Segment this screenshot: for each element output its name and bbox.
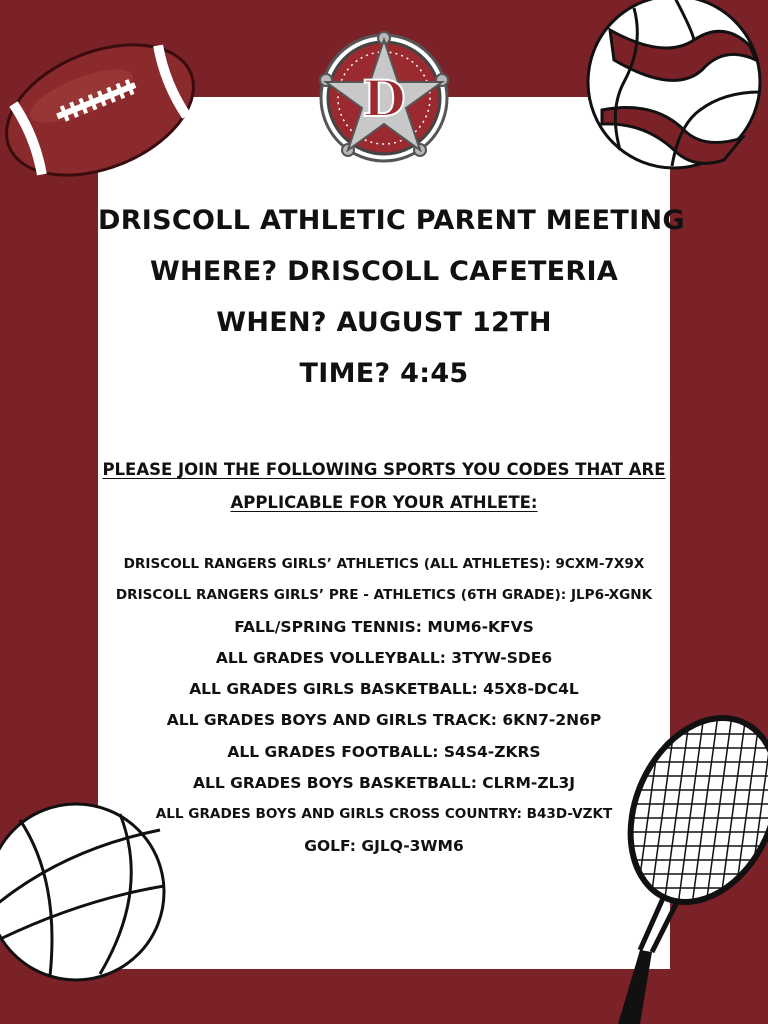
school-logo [314,30,454,166]
sport-code-item: ALL GRADES GIRLS BASKETBALL: 45X8-DC4L [189,680,579,699]
headline-block [98,195,685,399]
football-icon [0,28,200,193]
sport-code-item: ALL GRADES BOYS AND GIRLS TRACK: 6KN7-2N6P [166,711,602,730]
meeting-time: TIME? 4:45 [299,358,469,389]
sport-codes-list [98,549,670,862]
instructions-line-1: PLEASE JOIN THE FOLLOWING SPORTS YOU CODES THAT ARE [102,460,666,479]
sport-code-item: DRISCOLL RANGERS GIRLS’ PRE - ATHLETICS (6TH GRADE): JLP6-XGNK [115,587,653,604]
sport-code-item: DRISCOLL RANGERS GIRLS’ ATHLETICS (ALL ATHLETES): 9CXM-7X9X [123,556,645,572]
meeting-date: WHEN? AUGUST 12TH [216,307,552,338]
sport-code-item: GOLF: GJLQ-3WM6 [304,836,464,855]
logo-letter: D [362,69,406,128]
sport-code-item: ALL GRADES BOYS BASKETBALL: CLRM-ZL3J [192,774,576,793]
sport-code-item: FALL/SPRING TENNIS: MUM6-KFVS [234,617,534,636]
instructions-line-2: APPLICABLE FOR YOUR ATHLETE: [230,493,538,512]
sport-code-item: ALL GRADES BOYS AND GIRLS CROSS COUNTRY: B43D-VZKT [155,806,613,823]
sport-code-item: ALL GRADES FOOTBALL: S4S4-ZKRS [227,742,541,761]
volleyball-icon [574,0,768,176]
codes-block [98,549,670,862]
sport-code-item: ALL GRADES VOLLEYBALL: 3TYW-SDE6 [215,648,553,667]
meeting-title: DRISCOLL ATHLETIC PARENT MEETING [98,205,685,236]
instructions-block [98,453,670,519]
meeting-location: WHERE? DRISCOLL CAFETERIA [149,256,619,287]
